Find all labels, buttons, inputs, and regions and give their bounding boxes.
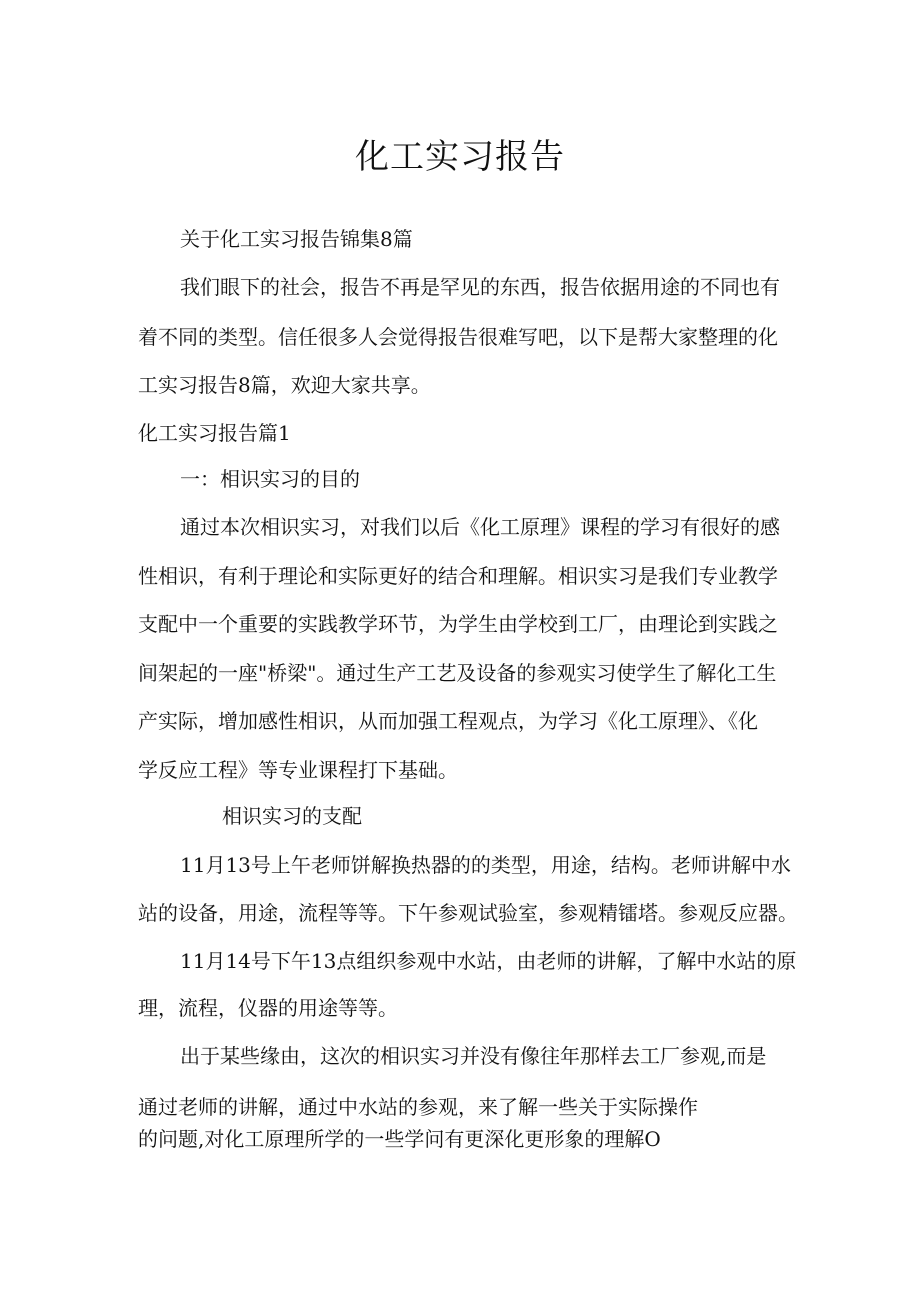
purpose-line-3: 支配中一个重要的实践教学环节，为学生由学校到工厂，由理论到实践之 [138, 612, 778, 636]
day1-line-2: 站的设备，用途，流程等等。下午参观试验室，参观精镭塔。参观反应器。 [138, 901, 798, 925]
closing-line-2: 通过老师的讲解，通过中水站的参观，来了解一些关于实际操作 [138, 1095, 698, 1119]
closing-line-3: 的问题,对化工原理所学的一些学问有更深化更形象的理解O [138, 1127, 661, 1151]
closing-line-1: 出于某些缘由，这次的相识实习并没有像往年那样去工厂参观,而是 [180, 1044, 767, 1068]
purpose-line-6: 学反应工程》等专业课程打下基础。 [138, 758, 458, 782]
purpose-line-5: 产实际，增加感性相识，从而加强工程观点，为学习《化工原理》、《化 [138, 709, 758, 733]
arrangement-heading: 相识实习的支配 [222, 804, 362, 828]
section-heading: 化工实习报告篇1 [138, 421, 291, 445]
day2-line-2: 理，流程，仪器的用途等等。 [138, 996, 398, 1020]
purpose-heading: 一：相识实习的目的 [180, 467, 360, 491]
intro-line-1: 我们眼下的社会，报告不再是罕见的东西，报告依据用途的不同也有 [180, 275, 780, 299]
document-title: 化工实习报告 [355, 137, 565, 177]
document-subtitle: 关于化工实习报告锦集8篇 [180, 227, 413, 251]
purpose-line-2: 性相识，有利于理论和实际更好的结合和理解。相识实习是我们专业教学 [138, 564, 778, 588]
intro-line-3: 工实习报告8篇，欢迎大家共享。 [138, 373, 431, 397]
purpose-line-1: 通过本次相识实习，对我们以后《化工原理》课程的学习有很好的感 [180, 515, 780, 539]
purpose-line-4: 间架起的一座"桥梁"。通过生产工艺及设备的参观实习使学生了解化工生 [138, 661, 777, 685]
day1-line-1: 11月13号上午老师饼解换热器的的类型，用途，结构。老师讲解中水 [180, 853, 791, 877]
day2-line-1: 11月14号下午13点组织参观中水站，由老师的讲解，了解中水站的原 [180, 949, 797, 973]
intro-line-2: 着不同的类型。信任很多人会觉得报告很难写吧，以下是帮大家整理的化 [138, 325, 778, 349]
